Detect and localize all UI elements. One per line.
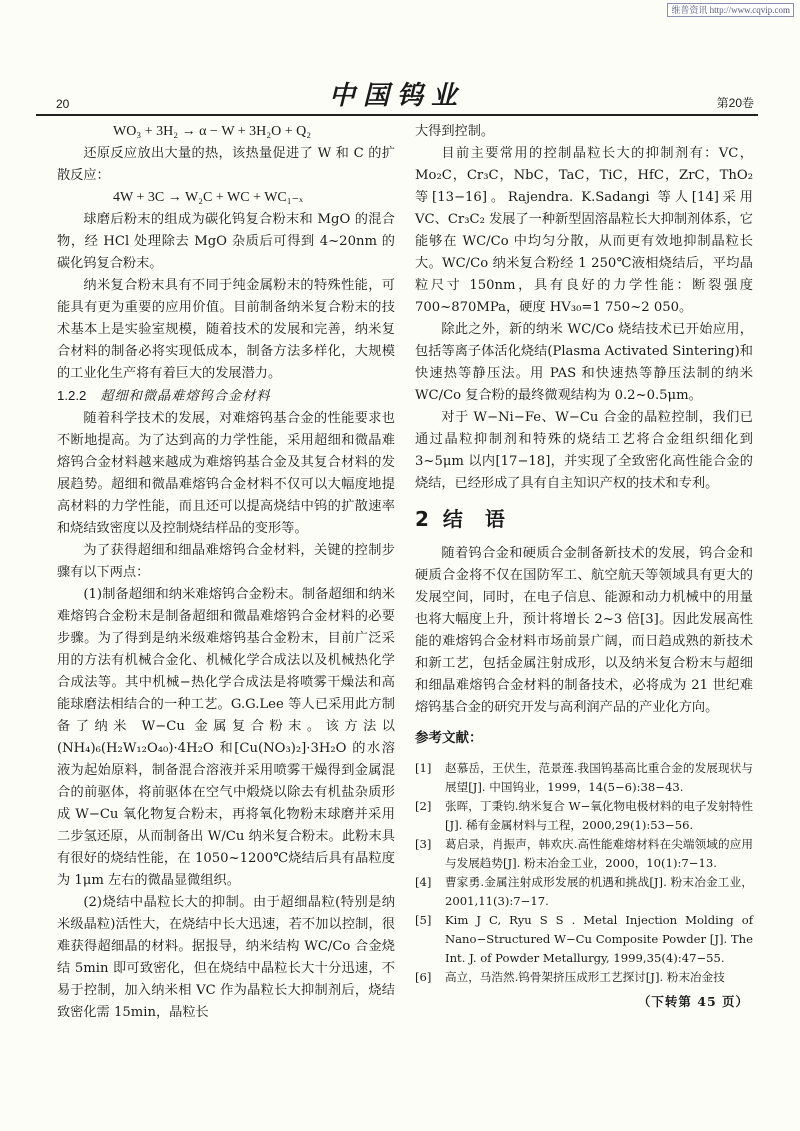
section-title: 结语 <box>442 507 527 531</box>
paragraph: 为了获得超细和细晶难熔钨合金材料，关键的控制步骤有以下两点： <box>57 543 395 580</box>
reference-number: [2] <box>415 799 432 813</box>
reference-text: 赵慕岳，王伏生，范景莲.我国钨基高比重合金的发展现状与展望[J]. 中国钨业，1999，14(5−6):38−43. <box>445 761 753 794</box>
section-heading <box>415 505 753 533</box>
paragraph: 对于 W−Ni−Fe、W−Cu 合金的晶粒控制，我们已通过晶粒抑制剂和特殊的烧结工艺将合金组织细化到 3~5μm 以内[17−18]，并实现了全致密化高性能合金的烧结，已经形成了具有自主知识产权的技术和专利。 <box>415 410 753 491</box>
volume-label: 第20卷 <box>716 96 754 110</box>
reference-item <box>415 797 753 835</box>
paragraph: 还原反应放出大量的热，该热量促进了 W 和 C 的扩散反应： <box>57 146 395 183</box>
paragraph: (2)烧结中晶粒长大的抑制。由于超细晶粒(特别是纳米级晶粒)活性大，在烧结中长大迅速，若不加以控制，很难获得超细晶的材料。据报导，纳米结构 WC/Co 合金烧结 5min 即可致密化，但在烧结中晶粒长大十分迅速，不易于控制，加入纳米相 VC 作为晶粒长大抑制剂后，烧结致密化需 15min，晶粒长 <box>57 895 395 1020</box>
reference-item <box>415 911 753 968</box>
paragraph: 随着科学技术的发展，对难熔钨基合金的性能要求也不断地提高。为了达到高的力学性能，采用超细和微晶难熔钨合金材料越来越成为难熔钨基合金及其复合材料的发展趋势。超细和微晶难熔钨合金材料不仅可以大幅度地提高材料的力学性能，而且还可以提高烧结中钨的扩散速率和烧结致密度以及控制烧结样品的变形等。 <box>57 411 395 536</box>
reference-number: [4] <box>415 875 432 889</box>
references-heading: 参考文献： <box>415 730 483 746</box>
paragraph: 大得到控制。 <box>415 124 495 139</box>
reference-number: [1] <box>415 761 432 775</box>
page-number: 20 <box>56 97 70 111</box>
subsection-heading <box>57 385 395 408</box>
left-column <box>57 121 395 1024</box>
reference-item <box>415 759 753 797</box>
paragraph: 目前主要常用的控制晶粒长大的抑制剂有：VC，Mo₂C，Cr₃C，NbC，TaC，TiC，HfC，ZrC，ThO₂ 等[13−16]。Rajendra. K.Sadangi 等人[14]采用 VC、Cr₃C₂ 发展了一种新型固溶晶粒长大抑制剂体系，它能够在 WC/Co 中均匀分散，从而更有效地抑制晶粒长大。WC/Co 纳米复合粉经 1 250℃液相烧结后，平均晶粒尺寸 150nm，具有良好的力学性能：断裂强度 700~870MPa，硬度 HV₃₀=1 750~2 050。 <box>415 146 753 315</box>
reference-item <box>415 968 753 987</box>
reference-text: 高立，马浩然.钨骨架挤压成形工艺探讨[J]. 粉末冶金技 <box>445 970 725 984</box>
paragraph: 球磨后粉末的组成为碳化钨复合粉末和 MgO 的混合物，经 HCl 处理除去 MgO 杂质后可得到 4~20nm 的碳化钨复合粉末。 <box>57 212 395 271</box>
reference-item <box>415 835 753 873</box>
reference-text: 葛启录，肖振声，韩欢庆.高性能难熔材料在尖端领域的应用与发展趋势[J]. 粉末冶金工业，2000，10(1):7−13. <box>445 837 753 870</box>
paragraph: 纳米复合粉末具有不同于纯金属粉末的特殊性能，可能具有更为重要的应用价值。目前制备纳米复合粉末的技术基本上是实验室规模，随着技术的发展和完善，纳米复合材料的制备必将实现低成本，制备方法多样化，大规模的工业化生产将有着巨大的发展潜力。 <box>57 278 395 381</box>
equation: WO₃ + 3H₂ → α − W + 3H₂O + Q₂ <box>113 124 312 139</box>
reference-number: [3] <box>415 837 432 851</box>
reference-item <box>415 873 753 911</box>
right-column <box>415 121 753 1013</box>
subsection-number: 1.2.2 <box>57 388 87 403</box>
reference-text: Kim J C, Ryu S S . Metal Injection Molding of Nano−Structured W−Cu Composite Powder [J]. The Int. J. of Powder Metallurgy, 1999,35(4):47−55. <box>445 913 753 965</box>
reference-text: 张晖，丁秉钧.纳米复合 W−氧化物电极材料的电子发射特性[J]. 稀有金属材料与工程，2000,29(1):53−56. <box>445 799 753 832</box>
journal-title: 中国钨业 <box>328 81 465 111</box>
paragraph: 除此之外，新的纳米 WC/Co 烧结技术已开始应用，包括等离子体活化烧结(Plasma Activated Sintering)和快速热等静压法。用 PAS 和快速热等静压法制的纳米 WC/Co 复合粉的最终微观结构为 0.2~0.5μm。 <box>415 322 753 403</box>
section-number: 2 <box>415 507 429 531</box>
paragraph: 随着钨合金和硬质合金制备新技术的发展，钨合金和硬质合金将不仅在国防军工、航空航天等领域具有更大的发展空间，同时，在电子信息、能源和动力机械中的用量也将大幅度上升，预计将增长 2~3 倍[3]。因此发展高性能的难熔钨合金材料市场前景广阔，而日趋成熟的新技术和新工艺，包括金属注射成形，以及纳米复合粉末与超细和细晶难熔钨合金材料的制备技术，必将成为 21 世纪难熔钨基合金的研究开发与高利润产品的产业化方向。 <box>415 546 753 715</box>
continued-note: （下转第 45 页） <box>637 994 749 1009</box>
reference-text: 曹家勇.金属注射成形发展的机遇和挑战[J]. 粉末冶金工业，2001,11(3):7−17. <box>445 875 753 908</box>
subsection-title: 超细和微晶难熔钨合金材料 <box>100 389 271 404</box>
reference-list <box>415 759 753 987</box>
page-header <box>36 82 758 116</box>
watermark: 维普资讯 http://www.cqvip.com <box>667 3 794 17</box>
reference-number: [5] <box>415 913 432 927</box>
paragraph: (1)制备超细和纳米难熔钨合金粉末。制备超细和纳米难熔钨合金粉末是制备超细和微晶难熔钨合金材料的必要步骤。为了得到是纳米级难熔钨基合金粉末，目前广泛采用的方法有机械合金化、机械化学合成法以及机械热化学合成法等。其中机械−热化学合成法是将喷雾干燥法和高能球磨法相结合的一种工艺。G.G.Lee 等人已采用此方制备了纳米 W−Cu 金属复合粉末。该方法以(NH₄)₆(H₂W₁₂O₄₀)·4H₂O 和[Cu(NO₃)₂]·3H₂O 的水溶液为起始原料，制备混合溶液并采用喷雾干燥得到金属混合的前驱体，将前驱体在空气中煅烧以除去有机盐杂质形成 W−Cu 氧化物复合粉末，再将氧化物粉末球磨并采用二步氢还原，从而制备出 W/Cu 纳米复合粉末。此粉末具有很好的烧结性能，在 1050~1200℃烧结后具有晶粒度为 1μm 左右的微晶显微组织。 <box>57 587 395 888</box>
reference-number: [6] <box>415 970 432 984</box>
equation: 4W + 3C → W₂C + WC + WC₁₋ₓ <box>113 190 304 205</box>
